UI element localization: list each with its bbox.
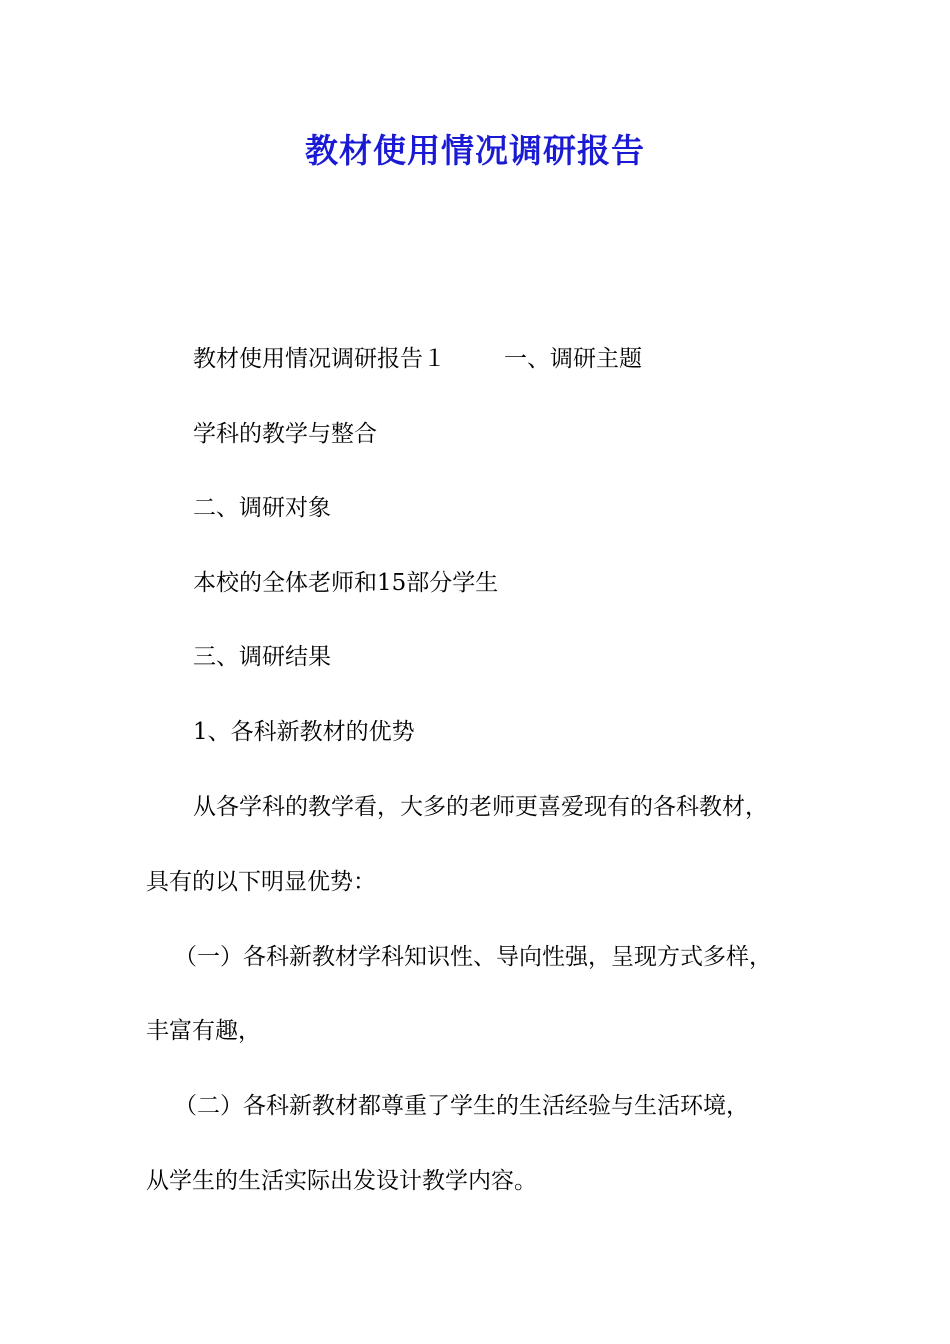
paragraph-line (193, 343, 642, 375)
paragraph-line: 本校的全体老师和15部分学生 (193, 570, 499, 596)
paragraph-line: 具有的以下明显优势： (146, 869, 376, 895)
paragraph-line: 丰富有趣， (146, 1018, 261, 1044)
subsection-heading: 1、各科新教材的优势 (193, 719, 415, 745)
section-heading: 三、调研结果 (193, 644, 331, 670)
section-heading: 一、调研主题 (504, 346, 642, 372)
paragraph-line: 学科的教学与整合 (193, 421, 377, 447)
paragraph-line: （二）各科新教材都尊重了学生的生活经验与生活环境， (174, 1093, 749, 1119)
document-title: 教材使用情况调研报告 (305, 131, 645, 170)
section-heading: 二、调研对象 (193, 495, 331, 521)
report-heading: 教材使用情况调研报告１ (193, 346, 446, 372)
paragraph-line: 从学生的生活实际出发设计教学内容。 (146, 1168, 537, 1194)
paragraph-line: 从各学科的教学看，大多的老师更喜爱现有的各科教材， (193, 794, 768, 820)
paragraph-line: （一）各科新教材学科知识性、导向性强，呈现方式多样， (174, 944, 772, 970)
